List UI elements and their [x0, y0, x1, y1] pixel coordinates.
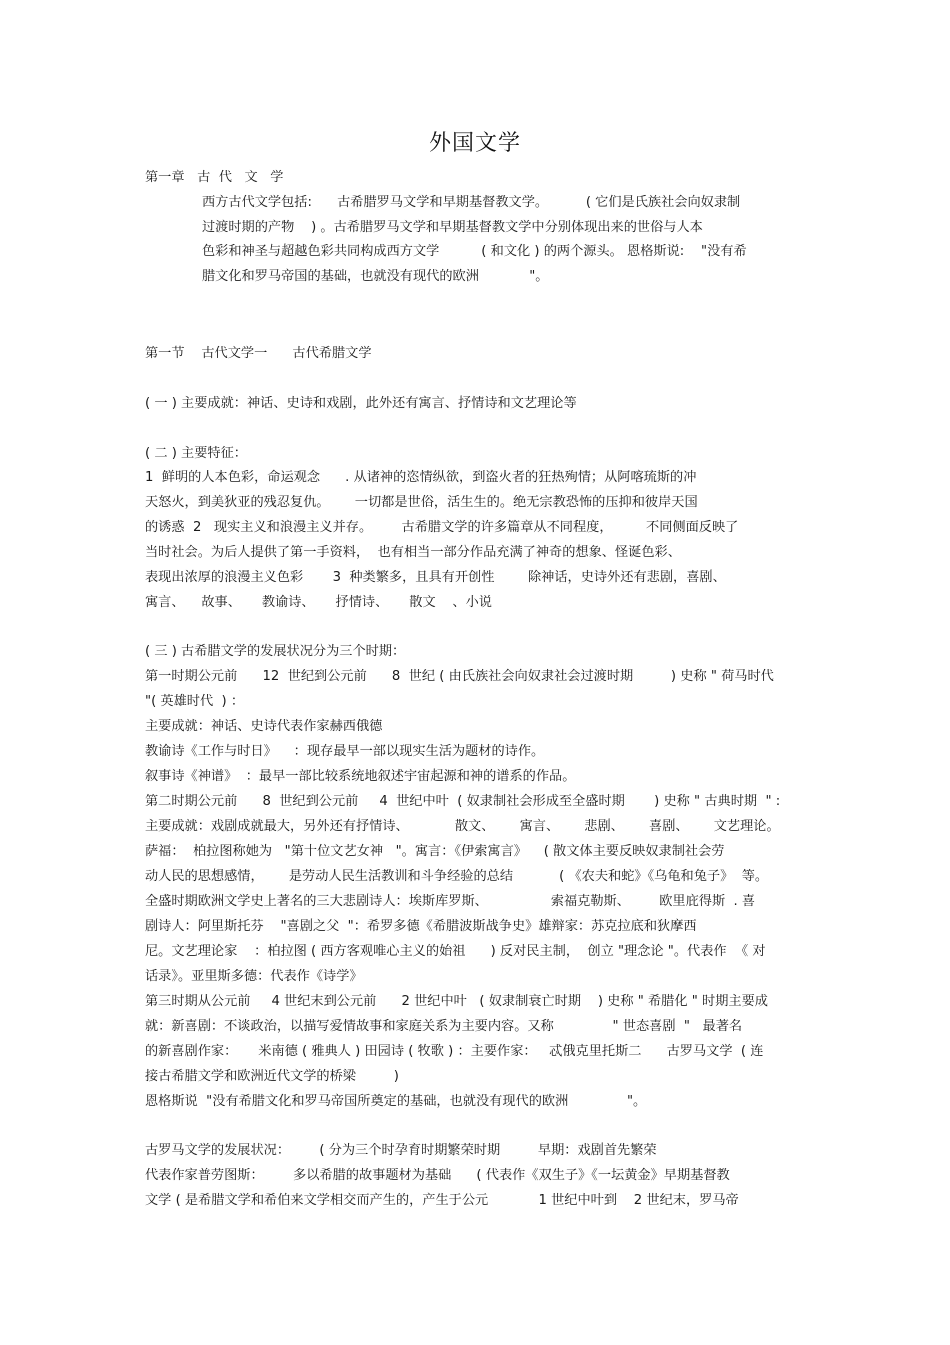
paragraph-line: ( 一 ) 主要成就：神话、史诗和戏剧，此外还有寓言、抒情诗和文艺理论等	[145, 396, 577, 411]
paragraph-line: 的诱惑 2 现实主义和浪漫主义并存。 古希腊文学的许多篇章从不同程度， 不同侧面反映了	[145, 520, 739, 535]
paragraph-line: 主要成就：戏剧成就最大，另外还有抒情诗、 散文、 寓言、 悲剧、 喜剧、 文艺理论。	[145, 819, 780, 834]
paragraph-line: 第三时期从公元前 4 世纪末到公元前 2 世纪中叶 ( 奴隶制衰亡时期 ) 史称 " 希腊化 " 时期主要成	[145, 994, 768, 1009]
paragraph-line: 叙事诗《神谱》 ：最早一部比较系统地叙述宇宙起源和神的谱系的作品。	[145, 769, 576, 784]
paragraph-line: 文学 ( 是希腊文学和希伯来文学相交而产生的，产生于公元 1 世纪中叶到 2 世纪末，罗马帝	[145, 1193, 739, 1208]
paragraph-line: 萨福： 柏拉图称她为 "第十位文艺女神 "。寓言：《伊索寓言》 ( 散文体主要反映奴隶制社会劳	[145, 844, 725, 859]
paragraph-line: 代表作家普劳图斯： 多以希腊的故事题材为基础 ( 代表作《双生子》《一坛黄金》早期基督教	[145, 1168, 730, 1183]
paragraph-line: 主要成就：神话、史诗代表作家赫西俄德	[145, 719, 383, 734]
paragraph-line: ( 三 ) 古希腊文学的发展状况分为三个时期：	[145, 644, 406, 659]
paragraph-line: 过渡时期的产物 ) 。古希腊罗马文学和早期基督教文学中分别体现出来的世俗与人本	[202, 220, 703, 235]
paragraph-line: 1 鲜明的人本色彩，命运观念 . 从诸神的恣情纵欲，到盗火者的狂热殉情；从阿喀琉斯的冲	[145, 470, 697, 485]
paragraph-line: 第一时期公元前 12 世纪到公元前 8 世纪 ( 由氏族社会向奴隶社会过渡时期 ) 史称 " 荷马时代	[145, 669, 774, 684]
paragraph-line: 的新喜剧作家： 米南德 ( 雅典人 ) 田园诗 ( 牧歌 ) ：主要作家： 忒俄克里托斯二 古罗马文学 ( 连	[145, 1044, 764, 1059]
paragraph-line: 色彩和神圣与超越色彩共同构成西方文学 ( 和文化 ) 的两个源头。 恩格斯说: "没有希	[202, 244, 747, 259]
section-heading: 第一节 古代文学一 古代希腊文学	[145, 346, 372, 361]
paragraph-line: 当时社会。为后人提供了第一手资料， 也有相当一部分作品充满了神奇的想象、怪诞色彩、	[145, 545, 681, 560]
paragraph-line: 寓言、 故事、 教谕诗、 抒情诗、 散文 、小说	[145, 595, 492, 610]
paragraph-line: 尼。文艺理论家 ：柏拉图 ( 西方客观唯心主义的始祖 ) 反对民主制， 创立 "理念论 "。代表作 《 对	[145, 944, 766, 959]
paragraph-line: 第二时期公元前 8 世纪到公元前 4 世纪中叶 ( 奴隶制社会形成至全盛时期 ) 史称 " 古典时期 " :	[145, 794, 781, 809]
paragraph-line: 教谕诗《工作与时日》 ：现存最早一部以现实生活为题材的诗作。	[145, 744, 545, 759]
paragraph-line: 腊文化和罗马帝国的基础，也就没有现代的欧洲 "。	[202, 269, 549, 284]
chapter-heading: 第一章 古 代 文 学	[145, 170, 284, 185]
paragraph-line: 天怒火，到美狄亚的残忍复仇。 一切都是世俗，活生生的。绝无宗教恐怖的压抑和彼岸天国	[145, 495, 698, 510]
paragraph-line: 剧诗人：阿里斯托芬 "喜剧之父 "：希罗多德《希腊波斯战争史》雄辩家：苏克拉底和狄摩西	[145, 919, 697, 934]
paragraph-line: 动人民的思想感情， 是劳动人民生活教训和斗争经验的总结 ( 《农夫和蛇》《乌龟和兔子》 等。	[145, 869, 769, 884]
paragraph-line: 全盛时期欧洲文学史上著名的三大悲剧诗人：埃斯库罗斯、 索福克勒斯、 欧里庇得斯 . 喜	[145, 894, 756, 909]
paragraph-line: 话录》。亚里斯多德：代表作《诗学》	[145, 969, 363, 984]
paragraph-line: 西方古代文学包括: 古希腊罗马文学和早期基督教文学。 ( 它们是氏族社会向奴隶制	[202, 195, 741, 210]
paragraph-line: "( 英雄时代 ) ：	[145, 694, 245, 709]
paragraph-line: 就：新喜剧：不谈政治，以描写爱情故事和家庭关系为主要内容。又称 " 世态喜剧 " 最著名	[145, 1019, 743, 1034]
paragraph-line: 恩格斯说 "没有希腊文化和罗马帝国所奠定的基础，也就没有现代的欧洲 "。	[145, 1094, 647, 1109]
document-title: 外国文学	[428, 131, 521, 156]
paragraph-line: 古罗马文学的发展状况： ( 分为三个时孕育时期繁荣时期 早期：戏剧首先繁荣	[145, 1143, 657, 1158]
paragraph-line: 接古希腊文学和欧洲近代文学的桥梁 )	[145, 1069, 399, 1084]
paragraph-line: ( 二 ) 主要特征：	[145, 446, 247, 461]
paragraph-line: 表现出浓厚的浪漫主义色彩 3 种类繁多，且具有开创性 除神话，史诗外还有悲剧，喜剧、	[145, 570, 726, 585]
